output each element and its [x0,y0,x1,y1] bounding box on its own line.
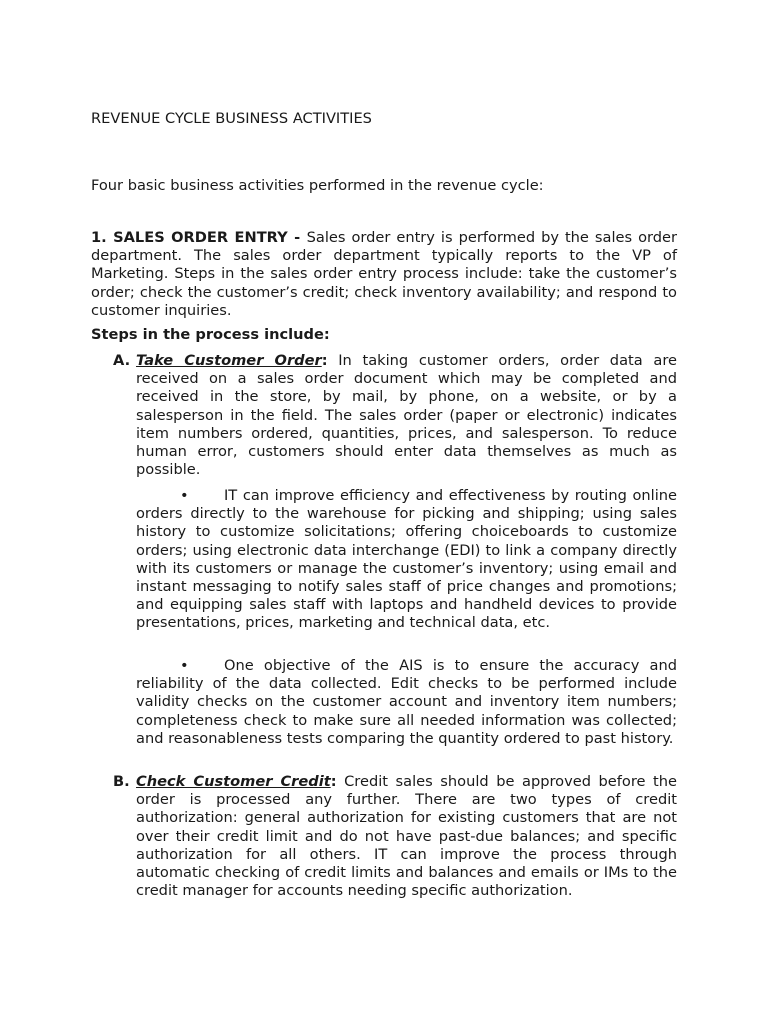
section-body: Sales order entry is performed by the sales order department. The sales order department typically reports to the VP of Marketing. Steps in the sales order entry process include: take the customer’s order; check the customer’s credit; check inventory availability; and respond to customer inquiries. [91,229,677,319]
item-colon: : [330,773,337,790]
list-item-take-customer-order [113,352,677,479]
list-item-body [136,773,677,900]
bullet-glyph: • [180,657,189,674]
steps-heading: Steps in the process include: [91,326,330,343]
item-lead: Check Customer Credit [136,773,331,790]
item-text: In taking customer orders, order data are received on a sales order document which may be completed and received in the store, by mail, by phone, on a website, or by a salesperson in the field. The sales order (paper or electronic) indicates item numbers ordered, quantities, prices, and salesperson. To reduce human error, customers should enter data themselves as much as possible. [136,352,677,479]
list-marker: B. [113,773,130,790]
list-marker: A. [113,352,131,369]
list-item-body [136,352,677,479]
list-item-check-customer-credit [113,773,677,900]
item-text: Credit sales should be approved before the order is processed any further. There are two types of credit authorization: general authorization for existing customers that are not over their credit limit and do not have past-due balances; and specific authorization for all others. IT can improve the process through automatic checking of credit limits and balances and emails or IMs to the credit manager for accounts needing specific authorization. [136,773,677,900]
intro-paragraph: Four basic business activities performed in the revenue cycle: [91,177,544,194]
document-title: REVENUE CYCLE BUSINESS ACTIVITIES [91,110,372,127]
bullet-glyph: • [180,487,189,504]
section-sales-order-entry [91,229,677,320]
bullet-item [136,487,677,633]
item-colon: : [321,352,328,369]
item-lead: Take Customer Order [136,352,322,369]
bullet-text: IT can improve efficiency and effectiveness by routing online orders directly to the warehouse for picking and shipping; using sales history to customize solicitations; offering choiceboards to customize orders; using electronic data interchange (EDI) to link a company directly with its customers or manage the customer’s inventory; using email and instant messaging to notify sales staff of price changes and promotions; and equipping sales staff with laptops and handheld devices to provide presentations, prices, marketing and technical data, etc. [136,487,677,632]
bullet-text: One objective of the AIS is to ensure the accuracy and reliability of the data collected. Edit checks to be performed include validity checks on the customer account and inventory item numbers; completeness check to make sure all needed information was collected; and reasonableness tests comparing the quantity ordered to past history. [136,657,677,747]
section-heading: 1. SALES ORDER ENTRY - [91,229,307,246]
bullet-item [136,657,677,748]
